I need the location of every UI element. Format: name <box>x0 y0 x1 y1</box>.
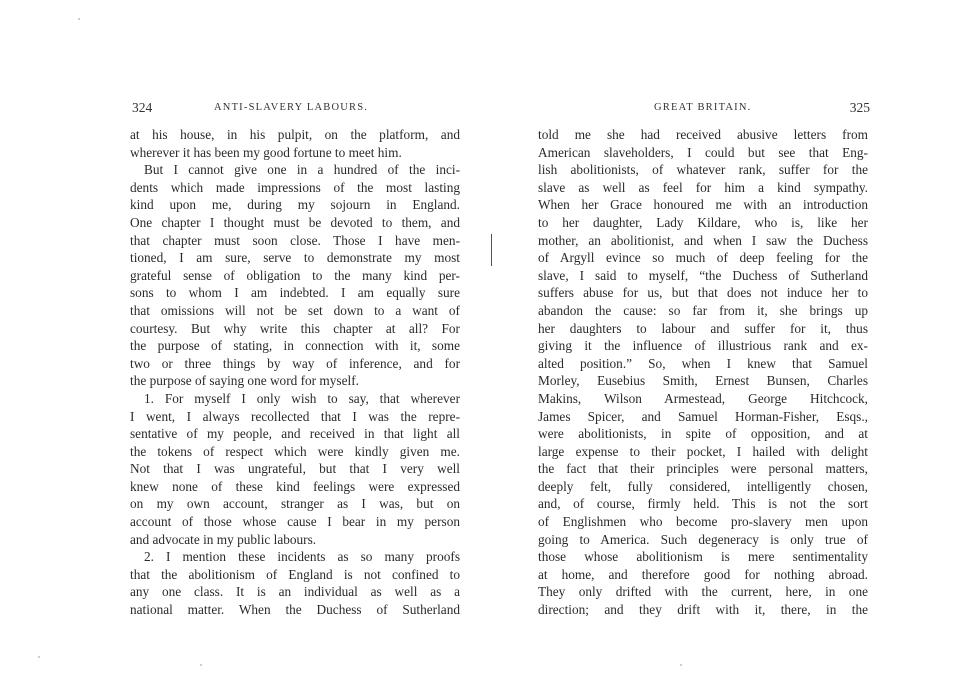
text-line: that chapter must soon close. Those I have men- <box>130 232 460 248</box>
text-line: the fact that their principles were personal matters, <box>538 461 868 477</box>
text-line: slave, I said to myself, “the Duchess of Sutherland <box>538 267 868 283</box>
text-line: wherever it has been my good fortune to meet him. <box>130 144 402 160</box>
text-line: those whose abolitionism is mere sentimentality <box>538 549 868 565</box>
text-line: to her daughter, Lady Kildare, who is, like her <box>538 214 868 230</box>
text-line: courtesy. But why write this chapter at all? For <box>130 320 460 336</box>
text-line: alted position.” So, when I knew that Samuel <box>538 355 868 371</box>
text-line: tioned, I am sure, serve to demonstrate my most <box>130 250 460 266</box>
text-line: American slaveholders, I could but see that Eng- <box>538 144 868 160</box>
paper-speck <box>78 18 80 20</box>
right-page <box>538 100 868 619</box>
text-line: slave as well as feel for him a kind sympathy. <box>538 179 868 195</box>
text-line: James Spicer, and Samuel Horman-Fisher, Esqs., <box>538 408 868 424</box>
text-line: suffers abuse for us, but that does not induce her to <box>538 285 868 301</box>
right-page-header <box>538 100 868 116</box>
text-line: at home, and therefore good for nothing abroad. <box>538 566 868 582</box>
text-line: large expense to their pocket, I hailed with delight <box>538 443 868 459</box>
text-line: But I cannot give one in a hundred of the inci- <box>144 162 460 178</box>
text-line: mother, an abolitionist, and when I saw the Duchess <box>538 232 868 248</box>
text-line: deeply felt, fully considered, intelligently chosen, <box>538 478 868 494</box>
text-line: going to America. Such degeneracy is only true of <box>538 531 868 547</box>
text-line: and advocate in my public labours. <box>130 531 317 547</box>
text-line: kind upon me, during my sojourn in England. <box>130 197 460 213</box>
text-line: direction; and they drift with it, there, in the <box>538 602 868 618</box>
text-line: Makins, Wilson Armestead, George Hitchcock, <box>538 390 868 406</box>
text-line: 1. For myself I only wish to say, that wherever <box>144 390 460 406</box>
text-line: the purpose of stating, in connection with it, some <box>130 338 460 354</box>
text-line: lish abolitionists, of whatever rank, suffer for the <box>538 162 868 178</box>
text-line: When her Grace honoured me with an introduction <box>538 197 868 213</box>
text-line: giving it the influence of illustrious rank and ex- <box>538 338 868 354</box>
text-line: sentative of my people, and received in that light all <box>130 426 460 442</box>
text-line: and, of course, firmly held. This is not the sort <box>538 496 868 512</box>
paper-speck <box>680 664 682 666</box>
text-line: national matter. When the Duchess of Sutherland <box>130 602 460 618</box>
text-line: the tokens of respect which were kindly given me. <box>130 443 460 459</box>
right-page-number: 325 <box>849 100 870 115</box>
text-line: told me she had received abusive letters from <box>538 127 868 142</box>
text-line: They only drifted with the current, here, in one <box>538 584 868 600</box>
left-page-header <box>130 100 460 116</box>
left-page <box>130 100 460 619</box>
text-line: her daughters to labour and suffer for it, thus <box>538 320 868 336</box>
text-line: knew none of these kind feelings were expressed <box>130 478 460 494</box>
text-line: that omissions will not be set down to a want of <box>130 302 460 318</box>
left-running-head: ANTI-SLAVERY LABOURS. <box>214 102 369 113</box>
text-line: on my own account, stranger as I was, but on <box>130 496 460 512</box>
text-line: sons to whom I am indebted. I am equally sure <box>130 285 460 301</box>
text-line: that the abolitionism of England is not confined to <box>130 566 460 582</box>
text-line: dents which made impressions of the most lasting <box>130 179 460 195</box>
text-line: 2. I mention these incidents as so many proofs <box>144 549 460 565</box>
text-line: two or three things by way of inference, and for <box>130 355 460 371</box>
right-running-head: GREAT BRITAIN. <box>654 102 752 113</box>
text-line: One chapter I thought must be devoted to them, and <box>130 214 460 230</box>
text-line: Not that I was ungrateful, but that I very well <box>130 461 460 477</box>
text-line: were abolitionists, in spite of opposition, and at <box>538 426 868 442</box>
left-page-number: 324 <box>132 100 153 115</box>
text-line: of Argyll evince so much of deep feeling for the <box>538 250 868 266</box>
right-page-text <box>538 126 868 619</box>
text-line: I went, I always recollected that I was the repre- <box>130 408 460 424</box>
text-line: any one class. It is an individual as well as a <box>130 584 460 600</box>
text-line: Morley, Eusebius Smith, Ernest Bunsen, Charles <box>538 373 868 389</box>
left-page-text <box>130 126 460 619</box>
text-line: the purpose of saying one word for myself. <box>130 373 359 389</box>
paper-speck <box>200 664 202 666</box>
binding-gutter-mark <box>491 234 492 266</box>
text-line: grateful sense of obligation to the many kind per- <box>130 267 460 283</box>
text-line: at his house, in his pulpit, on the platform, and <box>130 127 460 142</box>
text-line: abandon the cause: so far from it, she brings up <box>538 302 868 318</box>
text-line: account of those whose cause I bear in my person <box>130 514 460 530</box>
text-line: of Englishmen who become pro-slavery men upon <box>538 514 868 530</box>
paper-speck <box>38 656 40 658</box>
